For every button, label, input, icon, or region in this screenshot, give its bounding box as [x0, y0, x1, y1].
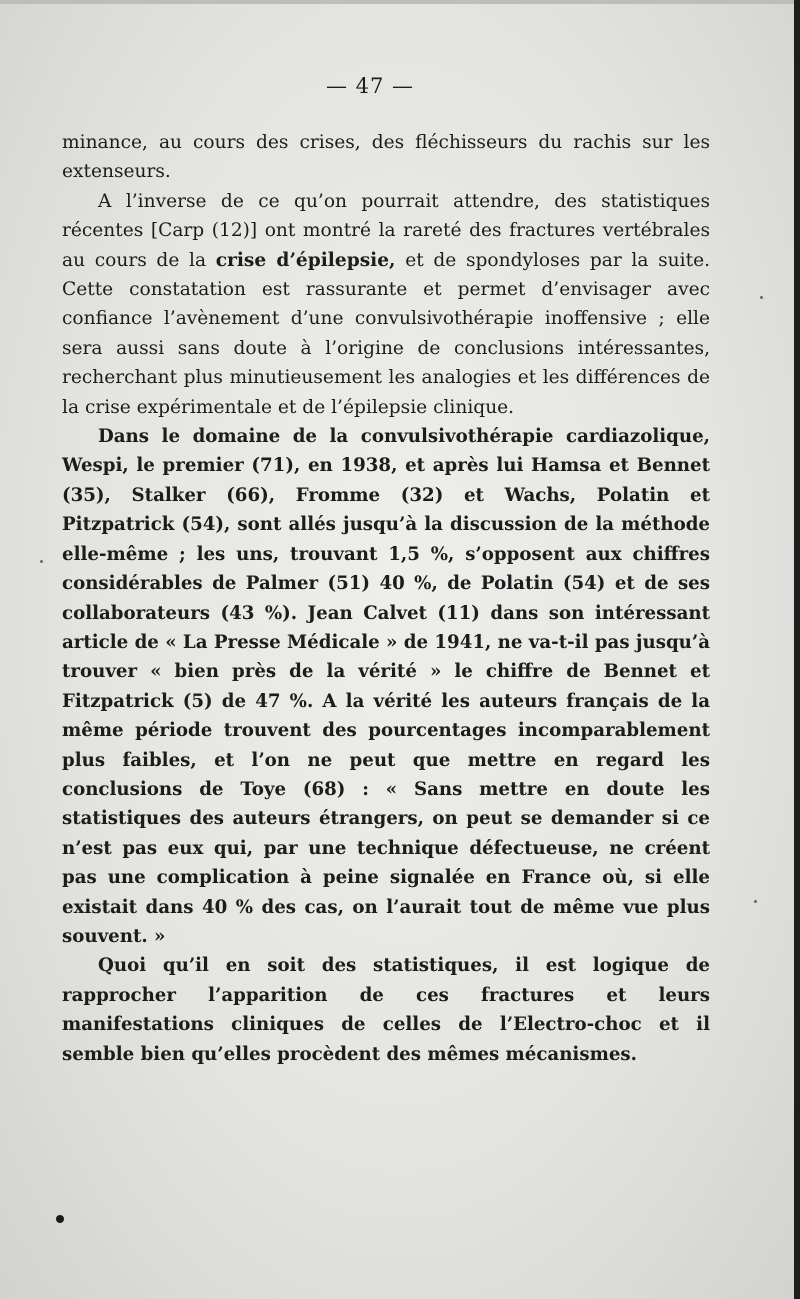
page-number: — 47 —	[325, 74, 415, 98]
margin-dot	[56, 1215, 64, 1223]
text-segment: A l’inverse de ce qu’on pourrait attendre, des statistiques récentes [Carp (12)] ont montré la rareté des fractures vertébrales au cours de la	[62, 190, 710, 271]
paragraph-3	[62, 422, 710, 951]
bold-text-segment: Dans le domaine de la convulsivothérapie cardiazolique, Wespi, le premier (71), en 1938, et après lui Hamsa et Bennet (35), Stalker (66), Fromme (32) et Wachs, Polatin et Pitzpatrick (54), sont allés jusqu’à la discussion de la méthode elle-même ; les uns, trouvant 1,5 %, s’opposent aux chiffres considérables de Palmer (51) 40 %, de Polatin (54) et de ses collaborateurs (43 %). Jean Calvet (11) dans son intéressant article de « La Presse Médicale » de 1941, ne va-t-il pas jusqu’à trouver « bien près de la vérité » le chiffre de Bennet et Fitzpatrick (5) de 47 %. A la vérité les auteurs français de la même période trouvent des pourcentages incomparablement plus faibles, et l’on ne peut que mettre en regard les conclusions de Toye (68) : « Sans mettre en doute les statistiques des auteurs étrangers, on peut se demander si ce n’est pas eux qui, par une technique défectueuse, ne créent pas une complication à peine signalée en France où, si elle existait dans 40 % des cas, on l’aurait tout de même vue plus souvent. »	[62, 426, 710, 947]
bold-text-segment: crise d’épilepsie,	[215, 249, 396, 271]
page-top-edge	[0, 0, 800, 4]
speck-mark	[40, 560, 43, 563]
speck-mark	[754, 900, 757, 903]
text-segment: minance, au cours des crises, des fléchisseurs du rachis sur les extenseurs.	[62, 132, 710, 183]
body-text	[62, 128, 710, 1069]
speck-mark	[760, 296, 763, 299]
page-right-edge	[794, 0, 800, 1299]
text-segment: et de spondyloses par la suite. Cette constatation est rassurante et permet d’envisager avec confiance l’avènement d’une convulsivothérapie inoffensive ; elle sera aussi sans doute à l’origine de conclusions intéressantes, recherchant plus minutieusement les analogies et les différences de la crise expérimentale et de l’épilepsie clinique.	[62, 249, 710, 418]
paragraph-2	[62, 187, 710, 422]
paragraph-4	[62, 951, 710, 1069]
paragraph-1	[62, 128, 710, 187]
bold-text-segment: Quoi qu’il en soit des statistiques, il est logique de rapprocher l’apparition de ces fractures et leurs manifestations cliniques de celles de l’Electro-choc et il semble bien qu’elles procèdent des mêmes mécanismes.	[62, 955, 710, 1065]
